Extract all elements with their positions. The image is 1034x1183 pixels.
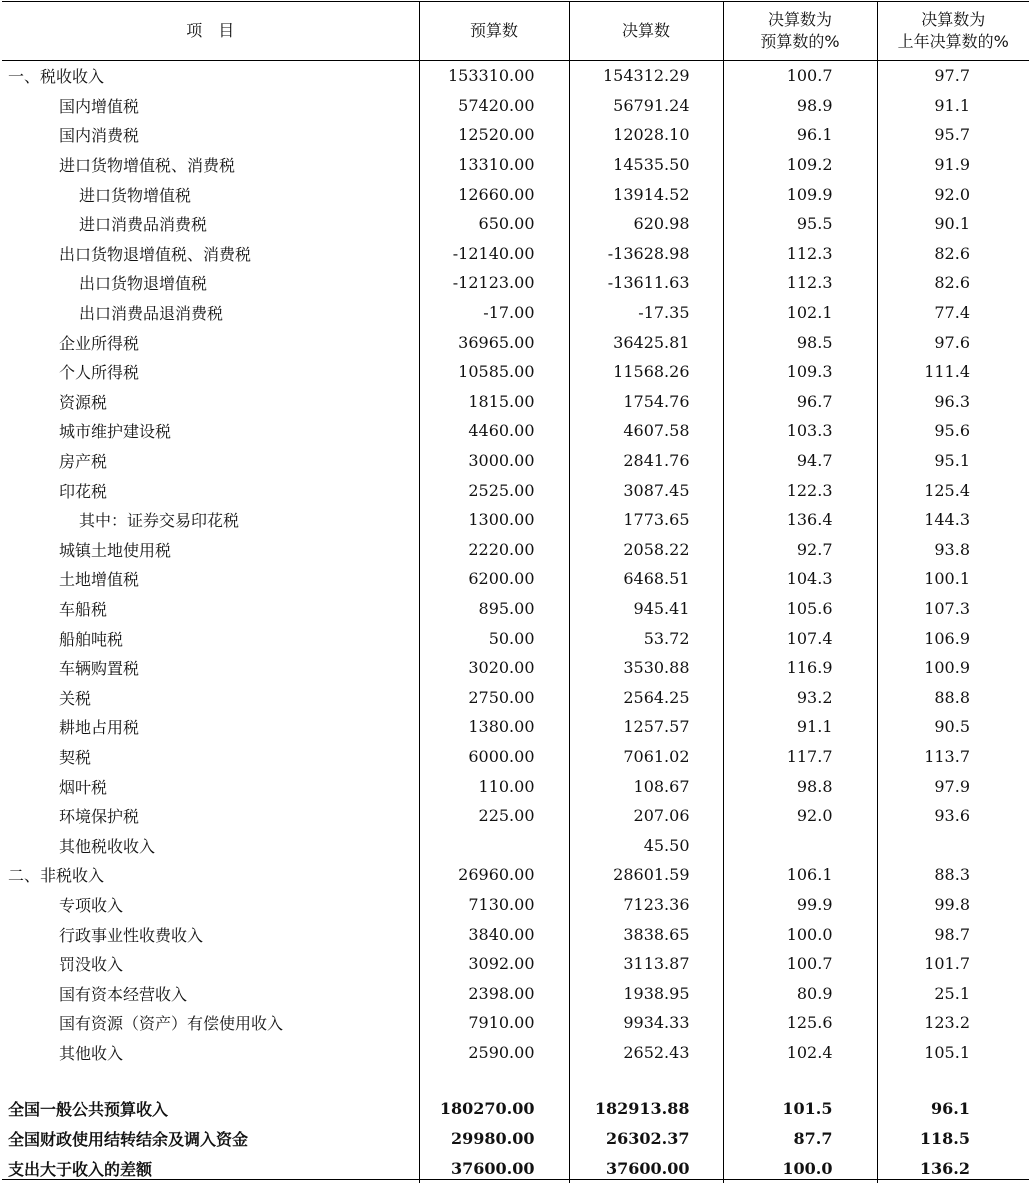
final-cell: 13914.52 bbox=[569, 179, 723, 209]
pct-budget-cell: 98.8 bbox=[723, 771, 877, 801]
header-final: 决算数 bbox=[569, 2, 723, 61]
table-row bbox=[2, 61, 1029, 91]
row-label: 国内增值税 bbox=[59, 96, 140, 116]
final-cell: 3838.65 bbox=[569, 919, 723, 949]
final-cell: 36425.81 bbox=[569, 327, 723, 357]
pct-prev-cell: 95.6 bbox=[877, 416, 1029, 446]
pct-budget-cell: 109.2 bbox=[723, 150, 877, 180]
pct-prev-cell: 144.3 bbox=[877, 505, 1029, 535]
table-row bbox=[2, 564, 1029, 594]
pct-budget-cell: 100.0 bbox=[723, 919, 877, 949]
table-header bbox=[2, 2, 1029, 61]
table-row bbox=[2, 327, 1029, 357]
final-cell: 4607.58 bbox=[569, 416, 723, 446]
pct-budget-cell: 100.7 bbox=[723, 949, 877, 979]
budget-cell: 2525.00 bbox=[419, 475, 569, 505]
pct-budget-cell: 107.4 bbox=[723, 623, 877, 653]
header-pct-budget: 决算数为 预算数的% bbox=[723, 2, 877, 61]
budget-cell: -17.00 bbox=[419, 298, 569, 328]
final-cell: 26302.37 bbox=[569, 1124, 723, 1154]
table-row bbox=[2, 801, 1029, 831]
final-cell: 3530.88 bbox=[569, 653, 723, 683]
final-cell: 3087.45 bbox=[569, 475, 723, 505]
final-cell: 28601.59 bbox=[569, 860, 723, 890]
row-label: 国内消费税 bbox=[59, 126, 140, 146]
pct-prev-cell: 96.3 bbox=[877, 387, 1029, 417]
row-label: 专项收入 bbox=[59, 895, 124, 915]
pct-prev-cell: 99.8 bbox=[877, 890, 1029, 920]
final-cell: 1773.65 bbox=[569, 505, 723, 535]
table-row bbox=[2, 1038, 1029, 1068]
budget-cell: 3020.00 bbox=[419, 653, 569, 683]
table-row bbox=[2, 830, 1029, 860]
budget-cell: 6000.00 bbox=[419, 742, 569, 772]
pct-prev-cell: 123.2 bbox=[877, 1008, 1029, 1038]
budget-cell: 1300.00 bbox=[419, 505, 569, 535]
pct-prev-cell: 95.1 bbox=[877, 446, 1029, 476]
pct-budget-cell: 94.7 bbox=[723, 446, 877, 476]
pct-prev-cell: 90.5 bbox=[877, 712, 1029, 742]
pct-prev-cell: 88.3 bbox=[877, 860, 1029, 890]
pct-budget-cell: 105.6 bbox=[723, 594, 877, 624]
final-cell: 620.98 bbox=[569, 209, 723, 239]
pct-budget-cell: 80.9 bbox=[723, 978, 877, 1008]
final-cell: 53.72 bbox=[569, 623, 723, 653]
table-row bbox=[2, 653, 1029, 683]
total-row bbox=[2, 1153, 1029, 1183]
pct-prev-cell: 97.7 bbox=[877, 61, 1029, 91]
pct-prev-cell: 95.7 bbox=[877, 120, 1029, 150]
table-row bbox=[2, 535, 1029, 565]
final-cell: 7123.36 bbox=[569, 890, 723, 920]
table-row bbox=[2, 890, 1029, 920]
pct-prev-cell: 82.6 bbox=[877, 239, 1029, 269]
pct-prev-cell: 106.9 bbox=[877, 623, 1029, 653]
pct-budget-cell: 109.3 bbox=[723, 357, 877, 387]
table-row bbox=[2, 860, 1029, 890]
pct-budget-cell: 91.1 bbox=[723, 712, 877, 742]
row-label: 印花税 bbox=[59, 481, 108, 501]
pct-budget-cell: 112.3 bbox=[723, 268, 877, 298]
pct-prev-cell: 25.1 bbox=[877, 978, 1029, 1008]
final-cell: 1257.57 bbox=[569, 712, 723, 742]
pct-prev-cell: 101.7 bbox=[877, 949, 1029, 979]
pct-budget-cell: 98.9 bbox=[723, 91, 877, 121]
row-label: 出口消费品退消费税 bbox=[79, 304, 224, 324]
header-budget: 预算数 bbox=[419, 2, 569, 61]
table-row bbox=[2, 268, 1029, 298]
final-cell: 2652.43 bbox=[569, 1038, 723, 1068]
pct-prev-cell: 88.8 bbox=[877, 682, 1029, 712]
pct-prev-cell: 96.1 bbox=[877, 1094, 1029, 1124]
pct-budget-cell: 101.5 bbox=[723, 1094, 877, 1124]
pct-budget-cell: 136.4 bbox=[723, 505, 877, 535]
table-row bbox=[2, 742, 1029, 772]
row-label: 进口货物增值税、消费税 bbox=[59, 156, 236, 176]
final-cell: 108.67 bbox=[569, 771, 723, 801]
table-row bbox=[2, 682, 1029, 712]
table-row bbox=[2, 505, 1029, 535]
final-cell: 7061.02 bbox=[569, 742, 723, 772]
final-cell: 14535.50 bbox=[569, 150, 723, 180]
table-row bbox=[2, 239, 1029, 269]
budget-cell: 2220.00 bbox=[419, 535, 569, 565]
pct-prev-cell: 91.9 bbox=[877, 150, 1029, 180]
pct-budget-cell: 125.6 bbox=[723, 1008, 877, 1038]
table-row bbox=[2, 1008, 1029, 1038]
budget-cell: 2750.00 bbox=[419, 682, 569, 712]
budget-cell: 13310.00 bbox=[419, 150, 569, 180]
pct-budget-cell: 102.4 bbox=[723, 1038, 877, 1068]
final-cell: 11568.26 bbox=[569, 357, 723, 387]
pct-budget-cell: 106.1 bbox=[723, 860, 877, 890]
pct-budget-cell: 102.1 bbox=[723, 298, 877, 328]
pct-prev-cell: 100.9 bbox=[877, 653, 1029, 683]
table-row bbox=[2, 978, 1029, 1008]
table-row bbox=[2, 712, 1029, 742]
pct-prev-cell: 111.4 bbox=[877, 357, 1029, 387]
row-label: 车船税 bbox=[59, 599, 108, 619]
spacer-row bbox=[2, 1067, 1029, 1094]
pct-prev-cell: 91.1 bbox=[877, 91, 1029, 121]
revenue-table bbox=[2, 2, 1029, 1183]
pct-prev-cell: 97.9 bbox=[877, 771, 1029, 801]
table-row bbox=[2, 919, 1029, 949]
pct-budget-cell: 98.5 bbox=[723, 327, 877, 357]
final-cell: 56791.24 bbox=[569, 91, 723, 121]
final-cell: 1754.76 bbox=[569, 387, 723, 417]
pct-budget-cell: 100.7 bbox=[723, 61, 877, 91]
budget-cell: -12123.00 bbox=[419, 268, 569, 298]
budget-cell: 3840.00 bbox=[419, 919, 569, 949]
row-label: 出口货物退增值税、消费税 bbox=[59, 244, 252, 264]
table-row bbox=[2, 475, 1029, 505]
pct-prev-cell: 82.6 bbox=[877, 268, 1029, 298]
row-label: 烟叶税 bbox=[59, 777, 108, 797]
budget-cell: 3092.00 bbox=[419, 949, 569, 979]
table-row bbox=[2, 416, 1029, 446]
pct-budget-cell: 104.3 bbox=[723, 564, 877, 594]
budget-cell: 650.00 bbox=[419, 209, 569, 239]
pct-budget-cell: 117.7 bbox=[723, 742, 877, 772]
pct-budget-cell: 112.3 bbox=[723, 239, 877, 269]
pct-prev-cell: 93.8 bbox=[877, 535, 1029, 565]
pct-prev-cell bbox=[877, 830, 1029, 860]
pct-prev-cell: 93.6 bbox=[877, 801, 1029, 831]
final-cell: 1938.95 bbox=[569, 978, 723, 1008]
budget-cell: -12140.00 bbox=[419, 239, 569, 269]
row-label: 房产税 bbox=[59, 452, 108, 472]
budget-cell: 7130.00 bbox=[419, 890, 569, 920]
row-label: 耕地占用税 bbox=[59, 718, 140, 738]
row-label: 城镇土地使用税 bbox=[59, 540, 172, 560]
row-label: 船舶吨税 bbox=[59, 629, 124, 649]
budget-cell: 50.00 bbox=[419, 623, 569, 653]
pct-budget-cell: 99.9 bbox=[723, 890, 877, 920]
final-cell: -13628.98 bbox=[569, 239, 723, 269]
final-cell: 12028.10 bbox=[569, 120, 723, 150]
final-cell: 2841.76 bbox=[569, 446, 723, 476]
pct-prev-cell: 125.4 bbox=[877, 475, 1029, 505]
row-label: 国有资源（资产）有偿使用收入 bbox=[59, 1014, 284, 1034]
row-label: 出口货物退增值税 bbox=[79, 274, 208, 294]
table-row bbox=[2, 949, 1029, 979]
budget-cell: 12520.00 bbox=[419, 120, 569, 150]
row-label: 一、税收收入 bbox=[8, 67, 105, 87]
row-label: 个人所得税 bbox=[59, 363, 140, 383]
final-cell: 2564.25 bbox=[569, 682, 723, 712]
budget-cell bbox=[419, 830, 569, 860]
pct-budget-cell: 100.0 bbox=[723, 1153, 877, 1183]
budget-cell: 1380.00 bbox=[419, 712, 569, 742]
final-cell: 182913.88 bbox=[569, 1094, 723, 1124]
final-cell: -17.35 bbox=[569, 298, 723, 328]
final-cell: 207.06 bbox=[569, 801, 723, 831]
pct-prev-cell: 107.3 bbox=[877, 594, 1029, 624]
final-cell: -13611.63 bbox=[569, 268, 723, 298]
row-label: 行政事业性收费收入 bbox=[59, 925, 204, 945]
pct-budget-cell: 95.5 bbox=[723, 209, 877, 239]
table-row bbox=[2, 120, 1029, 150]
total-row bbox=[2, 1094, 1029, 1124]
row-label: 其他收入 bbox=[59, 1043, 124, 1063]
total-label: 全国财政使用结转结余及调入资金 bbox=[8, 1130, 249, 1150]
pct-budget-cell: 92.7 bbox=[723, 535, 877, 565]
budget-cell: 29980.00 bbox=[419, 1124, 569, 1154]
budget-cell: 153310.00 bbox=[419, 61, 569, 91]
table-row bbox=[2, 446, 1029, 476]
pct-budget-cell: 92.0 bbox=[723, 801, 877, 831]
budget-cell: 895.00 bbox=[419, 594, 569, 624]
final-cell: 154312.29 bbox=[569, 61, 723, 91]
budget-cell: 10585.00 bbox=[419, 357, 569, 387]
budget-cell: 12660.00 bbox=[419, 179, 569, 209]
row-label: 车辆购置税 bbox=[59, 659, 140, 679]
pct-budget-cell: 93.2 bbox=[723, 682, 877, 712]
table-row bbox=[2, 179, 1029, 209]
total-row bbox=[2, 1124, 1029, 1154]
row-label: 土地增值税 bbox=[59, 570, 140, 590]
revenue-table-frame bbox=[2, 1, 1029, 1180]
table-row bbox=[2, 209, 1029, 239]
row-label: 进口消费品消费税 bbox=[79, 215, 208, 235]
pct-budget-cell: 96.1 bbox=[723, 120, 877, 150]
pct-budget-cell: 87.7 bbox=[723, 1124, 877, 1154]
pct-budget-cell: 96.7 bbox=[723, 387, 877, 417]
pct-prev-cell: 118.5 bbox=[877, 1124, 1029, 1154]
table-row bbox=[2, 771, 1029, 801]
spacer-cell bbox=[877, 1067, 1029, 1094]
spacer-cell bbox=[569, 1067, 723, 1094]
budget-cell: 1815.00 bbox=[419, 387, 569, 417]
pct-prev-cell: 136.2 bbox=[877, 1153, 1029, 1183]
pct-budget-cell bbox=[723, 830, 877, 860]
final-cell: 9934.33 bbox=[569, 1008, 723, 1038]
total-label: 全国一般公共预算收入 bbox=[8, 1100, 169, 1120]
pct-prev-cell: 105.1 bbox=[877, 1038, 1029, 1068]
row-label: 其中：证券交易印花税 bbox=[79, 511, 240, 531]
final-cell: 3113.87 bbox=[569, 949, 723, 979]
header-item: 项 目 bbox=[2, 2, 419, 61]
pct-budget-cell: 109.9 bbox=[723, 179, 877, 209]
row-label: 其他税收收入 bbox=[59, 836, 156, 856]
table-row bbox=[2, 387, 1029, 417]
budget-cell: 225.00 bbox=[419, 801, 569, 831]
pct-prev-cell: 92.0 bbox=[877, 179, 1029, 209]
pct-prev-cell: 97.6 bbox=[877, 327, 1029, 357]
row-label: 资源税 bbox=[59, 392, 108, 412]
row-label: 关税 bbox=[59, 688, 92, 708]
pct-budget-cell: 116.9 bbox=[723, 653, 877, 683]
pct-budget-cell: 122.3 bbox=[723, 475, 877, 505]
row-label: 罚没收入 bbox=[59, 955, 124, 975]
final-cell: 2058.22 bbox=[569, 535, 723, 565]
table-row bbox=[2, 91, 1029, 121]
pct-budget-cell: 103.3 bbox=[723, 416, 877, 446]
final-cell: 37600.00 bbox=[569, 1153, 723, 1183]
row-label: 进口货物增值税 bbox=[79, 185, 192, 205]
total-label: 支出大于收入的差额 bbox=[8, 1159, 153, 1179]
pct-prev-cell: 98.7 bbox=[877, 919, 1029, 949]
table-row bbox=[2, 594, 1029, 624]
row-label: 国有资本经营收入 bbox=[59, 984, 188, 1004]
budget-cell: 2590.00 bbox=[419, 1038, 569, 1068]
budget-cell: 3000.00 bbox=[419, 446, 569, 476]
budget-cell: 4460.00 bbox=[419, 416, 569, 446]
row-label: 城市维护建设税 bbox=[59, 422, 172, 442]
budget-cell: 57420.00 bbox=[419, 91, 569, 121]
budget-cell: 180270.00 bbox=[419, 1094, 569, 1124]
budget-cell: 2398.00 bbox=[419, 978, 569, 1008]
pct-prev-cell: 77.4 bbox=[877, 298, 1029, 328]
table-body bbox=[2, 61, 1029, 1183]
budget-cell: 110.00 bbox=[419, 771, 569, 801]
table-row bbox=[2, 150, 1029, 180]
pct-prev-cell: 100.1 bbox=[877, 564, 1029, 594]
budget-cell: 37600.00 bbox=[419, 1153, 569, 1183]
final-cell: 45.50 bbox=[569, 830, 723, 860]
final-cell: 945.41 bbox=[569, 594, 723, 624]
row-label: 契税 bbox=[59, 747, 92, 767]
pct-prev-cell: 90.1 bbox=[877, 209, 1029, 239]
header-pct-prev: 决算数为 上年决算数的% bbox=[877, 2, 1029, 61]
spacer-cell bbox=[2, 1067, 419, 1094]
final-cell: 6468.51 bbox=[569, 564, 723, 594]
table-row bbox=[2, 357, 1029, 387]
budget-cell: 7910.00 bbox=[419, 1008, 569, 1038]
row-label: 环境保护税 bbox=[59, 807, 140, 827]
pct-prev-cell: 113.7 bbox=[877, 742, 1029, 772]
spacer-cell bbox=[723, 1067, 877, 1094]
budget-cell: 36965.00 bbox=[419, 327, 569, 357]
budget-cell: 26960.00 bbox=[419, 860, 569, 890]
spacer-cell bbox=[419, 1067, 569, 1094]
table-row bbox=[2, 623, 1029, 653]
budget-cell: 6200.00 bbox=[419, 564, 569, 594]
row-label: 二、非税收入 bbox=[8, 866, 105, 886]
row-label: 企业所得税 bbox=[59, 333, 140, 353]
table-row bbox=[2, 298, 1029, 328]
